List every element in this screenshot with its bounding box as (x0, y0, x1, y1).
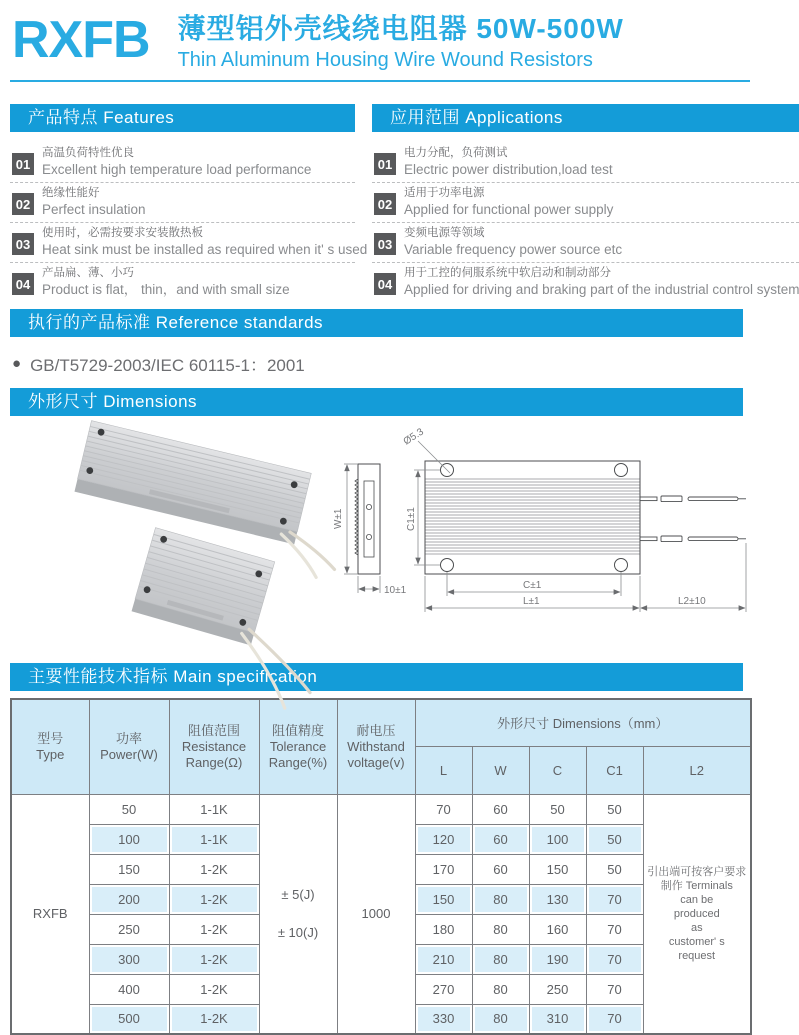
power-cell: 500 (89, 1004, 169, 1034)
dim-c-cell: 190 (529, 944, 586, 974)
features-section (10, 104, 368, 302)
dim-c1-cell: 70 (586, 974, 643, 1004)
dim-c-cell: 100 (529, 824, 586, 854)
col-header-resistance: 阻值范围 Resistance Range(Ω) (169, 699, 259, 794)
dimensions-drawing (10, 419, 750, 656)
dim-l-cell: 120 (415, 824, 472, 854)
col-header-c1: C1 (586, 746, 643, 794)
item-number-badge: 02 (12, 193, 34, 215)
dimensions-figure (10, 419, 750, 656)
dim-w-cell: 80 (472, 974, 529, 1004)
item-number-badge: 03 (12, 233, 34, 255)
item-text (404, 266, 799, 298)
dim-c-cell: 160 (529, 914, 586, 944)
power-cell: 150 (89, 854, 169, 884)
resistance-range-cell: 1-2K (169, 854, 259, 884)
title-block (178, 12, 624, 73)
power-cell: 100 (89, 824, 169, 854)
dim-w-cell: 80 (472, 884, 529, 914)
dim-c1-cell: 50 (586, 854, 643, 884)
item-number-badge: 04 (374, 273, 396, 295)
dimensions-heading: 外形尺寸 Dimensions (10, 388, 743, 416)
col-header-dimensions-group: 外形尺寸 Dimensions（mm） (415, 699, 751, 746)
withstand-voltage-cell: 1000 (337, 794, 415, 1034)
power-cell: 400 (89, 974, 169, 1004)
dim-c1-cell: 70 (586, 1004, 643, 1034)
feature-item (10, 263, 355, 302)
feature-item (10, 183, 355, 223)
application-item (372, 223, 799, 263)
item-text-cn: 产品扁、薄、小巧 (42, 267, 134, 279)
dim-l-cell: 270 (415, 974, 472, 1004)
col-header-l2: L2 (643, 746, 751, 794)
col-header-power: 功率 Power(W) (89, 699, 169, 794)
spec-heading: 主要性能技术指标 Main specification (10, 663, 743, 691)
drawing-side-view (355, 464, 380, 574)
item-number-badge: 04 (12, 273, 34, 295)
resistance-range-cell: 1-2K (169, 914, 259, 944)
item-number-badge: 02 (374, 193, 396, 215)
item-text-cn: 绝缘性能好 (42, 187, 100, 199)
dimensions-section (10, 388, 750, 656)
dim-c-cell: 50 (529, 794, 586, 824)
spec-table (10, 698, 752, 1035)
item-text-cn: 高温负荷特性优良 (42, 147, 134, 159)
item-text-en: Applied for functional power supply (404, 202, 614, 217)
applications-heading: 应用范围 Applications (372, 104, 799, 132)
table-row (11, 794, 751, 824)
features-list (10, 143, 368, 302)
dim-l-cell: 70 (415, 794, 472, 824)
item-number-badge: 01 (374, 153, 396, 175)
item-text-en: Product is flat， thin，and with small size (42, 282, 290, 297)
resistance-range-cell: 1-2K (169, 884, 259, 914)
power-cell: 50 (89, 794, 169, 824)
dim-l-cell: 180 (415, 914, 472, 944)
dim-c-label: C±1 (523, 580, 542, 591)
item-text-cn: 电力分配，负荷测试 (404, 147, 508, 159)
standard-text: GB/T5729-2003/IEC 60115-1：2001 (30, 356, 305, 375)
item-text-cn: 用于工控的伺服系统中软启动和制动部分 (404, 267, 611, 279)
product-title-cn: 薄型铝外壳线绕电阻器 50W-500W (177, 13, 624, 44)
item-text-cn: 变频电源等领域 (404, 227, 485, 239)
dim-thickness-label: 10±1 (384, 585, 407, 596)
col-header-w: W (472, 746, 529, 794)
dim-c-cell: 250 (529, 974, 586, 1004)
dim-c-cell: 310 (529, 1004, 586, 1034)
item-text-en: Applied for driving and braking part of the industrial control system (404, 282, 799, 297)
item-text (42, 146, 311, 178)
brand-logo: RXFB (12, 11, 150, 69)
dim-w-label: W±1 (333, 508, 344, 529)
item-text (42, 226, 367, 258)
dim-hole-label: Ø5.3 (401, 426, 426, 448)
dim-w-cell: 60 (472, 794, 529, 824)
l2-note-cell (643, 794, 751, 1034)
item-text-en: Excellent high temperature load performance (42, 162, 312, 177)
item-text (404, 146, 613, 178)
product-title-en: Thin Aluminum Housing Wire Wound Resistors (177, 49, 593, 71)
item-text-cn: 适用于功率电源 (404, 187, 485, 199)
top-view-dimensions (414, 441, 746, 612)
item-text-cn: 使用时，必需按要求安装散热板 (42, 227, 203, 239)
dim-w-cell: 60 (472, 824, 529, 854)
resistance-range-cell: 1-2K (169, 1004, 259, 1034)
dim-c1-cell: 70 (586, 944, 643, 974)
item-number-badge: 01 (12, 153, 34, 175)
dim-c1-cell: 50 (586, 794, 643, 824)
dim-l-cell: 170 (415, 854, 472, 884)
tolerance-cell: ± 5(J) ± 10(J) (259, 794, 337, 1034)
standard-item (12, 351, 750, 376)
feature-item (10, 223, 368, 263)
dim-c1-cell: 50 (586, 824, 643, 854)
resistance-range-cell: 1-1K (169, 794, 259, 824)
dim-l-cell: 210 (415, 944, 472, 974)
dim-l2-label: L2±10 (678, 596, 706, 607)
col-header-type: 型号 Type (11, 699, 89, 794)
col-header-withstand: 耐电压 Withstand voltage(v) (337, 699, 415, 794)
dim-w-cell: 80 (472, 944, 529, 974)
application-item (372, 263, 799, 302)
standards-section (10, 309, 750, 376)
dim-c1-cell: 70 (586, 884, 643, 914)
power-cell: 200 (89, 884, 169, 914)
item-text (404, 186, 613, 218)
dim-c1-cell: 70 (586, 914, 643, 944)
dim-c1-label: C1±1 (406, 507, 417, 531)
standards-heading: 执行的产品标准 Reference standards (10, 309, 743, 337)
resistance-range-cell: 1-1K (169, 824, 259, 854)
features-heading: 产品特点 Features (10, 104, 355, 132)
col-header-l: L (415, 746, 472, 794)
dim-l-cell: 330 (415, 1004, 472, 1034)
power-cell: 300 (89, 944, 169, 974)
features-applications-row (10, 104, 799, 302)
item-text-en: Heat sink must be installed as required when it' s used (42, 242, 368, 257)
feature-item (10, 143, 355, 183)
dim-c-cell: 150 (529, 854, 586, 884)
col-header-tolerance: 阻值精度 Tolerance Range(%) (259, 699, 337, 794)
item-text (42, 266, 290, 298)
item-text (42, 186, 146, 218)
col-header-c: C (529, 746, 586, 794)
page-header (10, 12, 750, 73)
power-cell: 250 (89, 914, 169, 944)
item-text-en: Electric power distribution,load test (404, 162, 613, 177)
dim-w-cell: 80 (472, 914, 529, 944)
applications-list (372, 143, 799, 302)
dim-l-label: L±1 (523, 596, 540, 607)
drawing-top-view (425, 461, 746, 574)
bullet-icon: ● (12, 355, 22, 372)
l2-note-text: 引出端可按客户要求 制作 Terminals can be produced as customer' s request (647, 865, 747, 962)
dim-l-cell: 150 (415, 884, 472, 914)
dim-w-cell: 60 (472, 854, 529, 884)
spec-section (10, 663, 750, 1035)
resistance-range-cell: 1-2K (169, 974, 259, 1004)
item-number-badge: 03 (374, 233, 396, 255)
dim-w-cell: 80 (472, 1004, 529, 1034)
application-item (372, 143, 799, 183)
resistance-range-cell: 1-2K (169, 944, 259, 974)
application-item (372, 183, 799, 223)
item-text-en: Variable frequency power source etc (404, 242, 623, 257)
applications-section (372, 104, 799, 302)
header-divider (10, 80, 750, 82)
item-text (404, 226, 622, 258)
dim-c-cell: 130 (529, 884, 586, 914)
type-cell: RXFB (11, 794, 89, 1034)
item-text-en: Perfect insulation (42, 202, 146, 217)
